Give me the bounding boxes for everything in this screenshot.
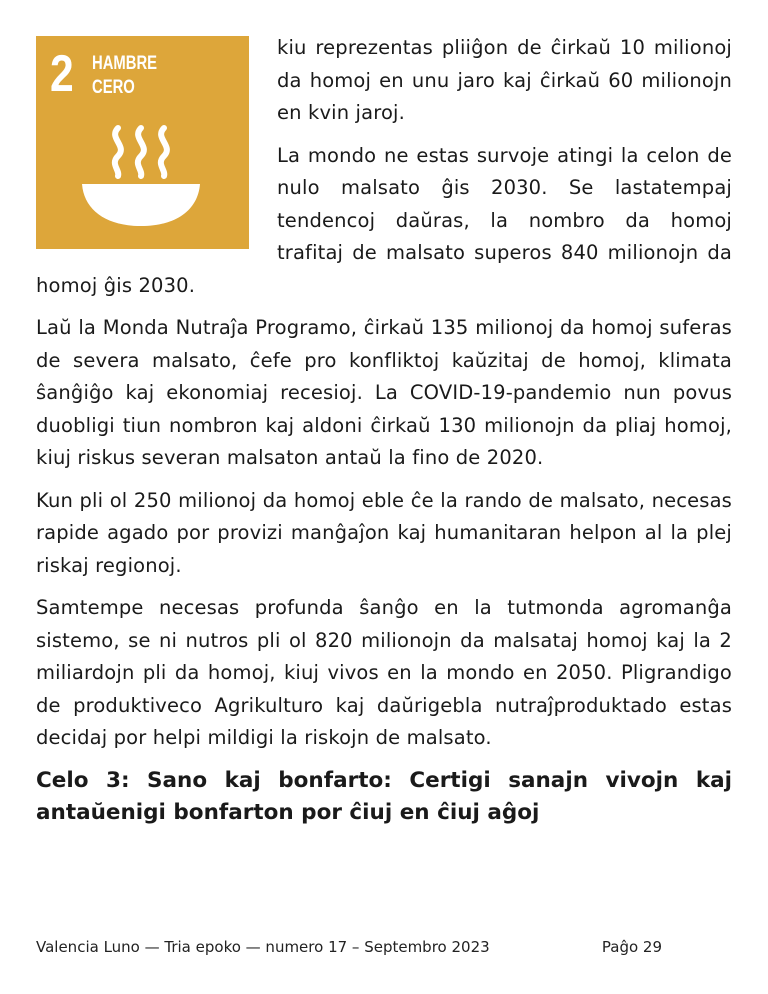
paragraph-4: Kun pli ol 250 milionoj da homoj eble ĉe la rando de malsato, necesas rapide agado por provizi manĝaĵon kaj humanitaran helpon al la plej riskaj regionoj.	[36, 488, 732, 577]
page-footer	[36, 938, 662, 956]
paragraph-2: La mondo ne estas survoje atingi la celon de nulo malsato ĝis 2030. Se lastatempaj tendencoj daŭras, la nombro da homoj trafitaj de malsato superos 840 milionojn da homoj ĝis 2030.	[36, 143, 732, 297]
paragraph-1: kiu reprezentas pliiĝon de ĉirkaŭ 10 milionoj da homoj en unu jaro kaj ĉirkaŭ 60 milionojn en kvin jaroj.	[277, 36, 732, 124]
page-content	[36, 32, 732, 830]
paragraph-3: Laŭ la Monda Nutraĵa Programo, ĉirkaŭ 135 milionoj da homoj suferas de severa malsato, ĉefe pro konfliktoj kaŭzitaj de homoj, klimata ŝanĝiĝo kaj ekonomiaj recesioj. La COVID-19-pandemio nun povus duobligi tiun nombron kaj aldoni ĉirkaŭ 130 milionojn da pliaj homoj, kiuj riskus severan malsaton antaŭ la fino de 2020.	[36, 316, 732, 469]
steaming-bowl-icon	[80, 122, 202, 232]
paragraph-5: Samtempe necesas profunda ŝanĝo en la tutmonda agromanĝa sistemo, se ni nutros pli ol 820 milionojn da malsataj homoj kaj la 2 miliardojn pli da homoj, kiuj vivos en la mondo en 2050. Pligrandigo de produktiveco Agrikulturo kaj daŭrigebla nutraĵproduktado estas decidaj por helpi mildigi la riskojn de malsato.	[36, 596, 732, 749]
sdg-name: HAMBRE CERO	[92, 53, 158, 98]
footer-page-number: Paĝo 29	[601, 938, 662, 956]
sdg-number: 2	[50, 45, 74, 103]
footer-publication: Valencia Luno — Tria epoko — numero 17 – Septembro 2023	[36, 938, 490, 956]
sdg-badge	[36, 36, 249, 249]
section-heading: Celo 3: Sano kaj bonfarto: Certigi sanajn vivojn kaj antaŭenigi bonfarton por ĉiuj en ĉiuj aĝoj	[36, 767, 732, 825]
